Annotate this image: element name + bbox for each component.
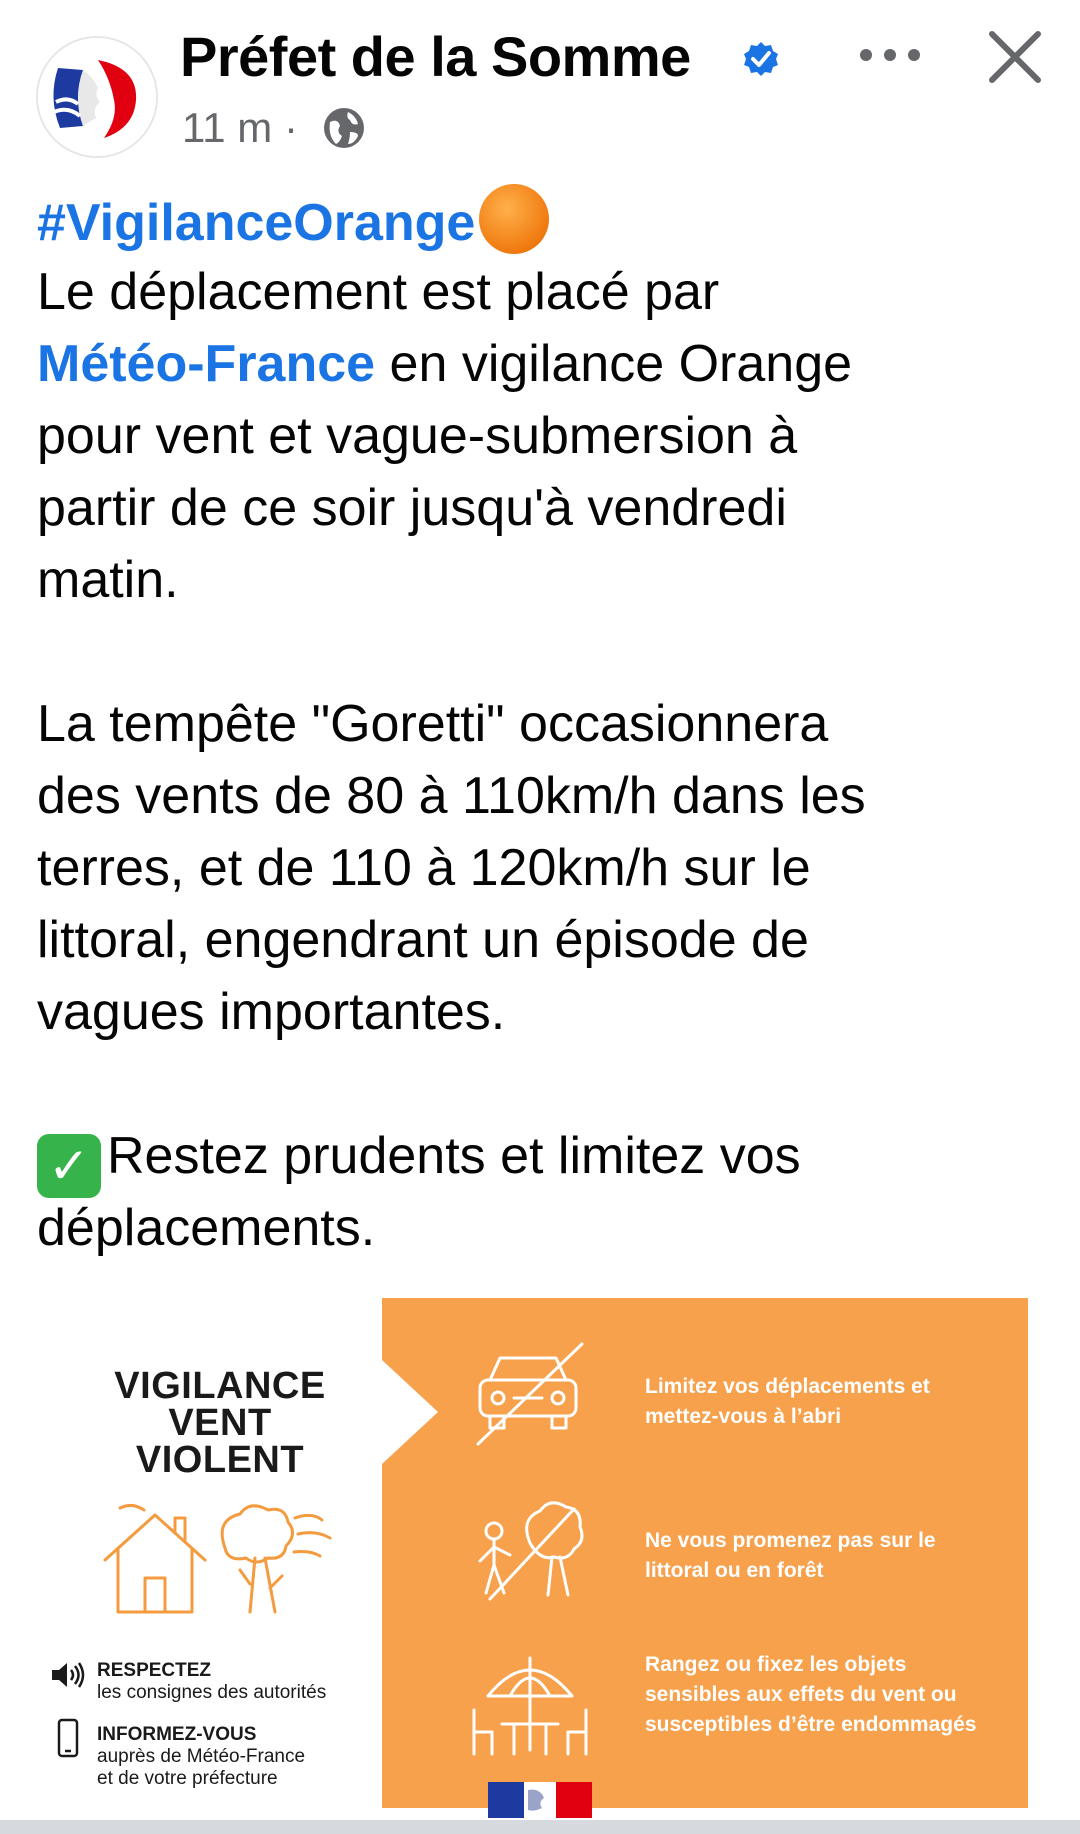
title-line: VENT <box>168 1402 272 1444</box>
orange-circle-icon <box>479 184 549 254</box>
advice-item <box>645 1372 1015 1432</box>
respect-title: RESPECTEZ <box>97 1660 212 1681</box>
vigilance-infographic[interactable] <box>0 1290 1080 1830</box>
infographic-title <box>90 1365 350 1481</box>
post-line: partir de ce soir jusqu'à vendredi <box>37 479 787 537</box>
post-line: littoral, engendrant un épisode de <box>37 911 809 969</box>
page-avatar[interactable] <box>36 36 158 158</box>
post-line: vagues importantes. <box>37 983 506 1041</box>
post-line <box>37 328 1047 400</box>
inform-title: INFORMEZ-VOUS <box>97 1724 257 1745</box>
advice-line: Rangez ou fixez les objets <box>645 1653 907 1676</box>
advice-line: sensibles aux effets du vent ou <box>645 1683 957 1706</box>
panel-arrow <box>382 1360 438 1464</box>
advice-line: Ne vous promenez pas sur le <box>645 1529 936 1552</box>
post-line <box>37 1120 1047 1192</box>
inform-subtitle: auprès de Météo-France <box>97 1746 306 1767</box>
post-line: des vents de 80 à 110km/h dans les <box>37 767 866 825</box>
meteo-france-mention[interactable]: Météo-France <box>37 335 376 393</box>
post-line <box>37 184 1047 256</box>
bottom-divider <box>0 1820 1080 1834</box>
inform-subtitle: et de votre préfecture <box>97 1768 278 1789</box>
close-icon[interactable] <box>984 26 1046 88</box>
post-line-text: Restez prudents et limitez vos <box>107 1127 801 1185</box>
post-line: matin. <box>37 551 179 609</box>
post-line: La tempête "Goretti" occasionnera <box>37 695 829 753</box>
phone-icon <box>57 1718 79 1758</box>
marianne-logo-icon <box>38 38 156 156</box>
check-mark-icon: ✓ <box>37 1134 101 1198</box>
hashtag-link[interactable]: #VigilanceOrange <box>37 194 476 252</box>
title-line: VIGILANCE <box>114 1365 326 1407</box>
post-line-text: en vigilance Orange <box>375 335 853 393</box>
advice-line: Limitez vos déplacements et <box>645 1375 930 1398</box>
post-time[interactable]: 11 m <box>182 104 273 151</box>
advice-line: mettez-vous à l’abri <box>645 1405 842 1428</box>
advice-line: susceptibles d’être endommagés <box>645 1713 977 1736</box>
post-header <box>0 0 1080 160</box>
page-name[interactable]: Préfet de la Somme <box>180 25 691 88</box>
post-text <box>37 184 1047 1264</box>
no-walk-icon <box>470 1495 590 1605</box>
post-line: terres, et de 110 à 120km/h sur le <box>37 839 811 897</box>
post-meta <box>182 104 298 152</box>
advice-item <box>645 1526 1015 1586</box>
advice-line: littoral ou en forêt <box>645 1559 824 1582</box>
more-options-icon[interactable] <box>854 30 926 80</box>
advice-item <box>645 1650 1015 1740</box>
verified-badge-icon <box>742 40 780 78</box>
respect-subtitle: les consignes des autorités <box>97 1682 327 1703</box>
house-tree-wind-icon <box>100 1500 340 1630</box>
patio-furniture-icon <box>470 1650 590 1770</box>
post-line: pour vent et vague-submersion à <box>37 407 798 465</box>
no-car-icon <box>470 1340 590 1450</box>
globe-icon <box>322 106 366 150</box>
republique-francaise-logo-icon <box>488 1782 592 1818</box>
post-line: Le déplacement est placé par <box>37 263 720 321</box>
post-line: déplacements. <box>37 1199 376 1257</box>
speaker-icon <box>50 1660 86 1690</box>
meta-separator: · <box>283 104 298 151</box>
title-line: VIOLENT <box>135 1439 305 1481</box>
